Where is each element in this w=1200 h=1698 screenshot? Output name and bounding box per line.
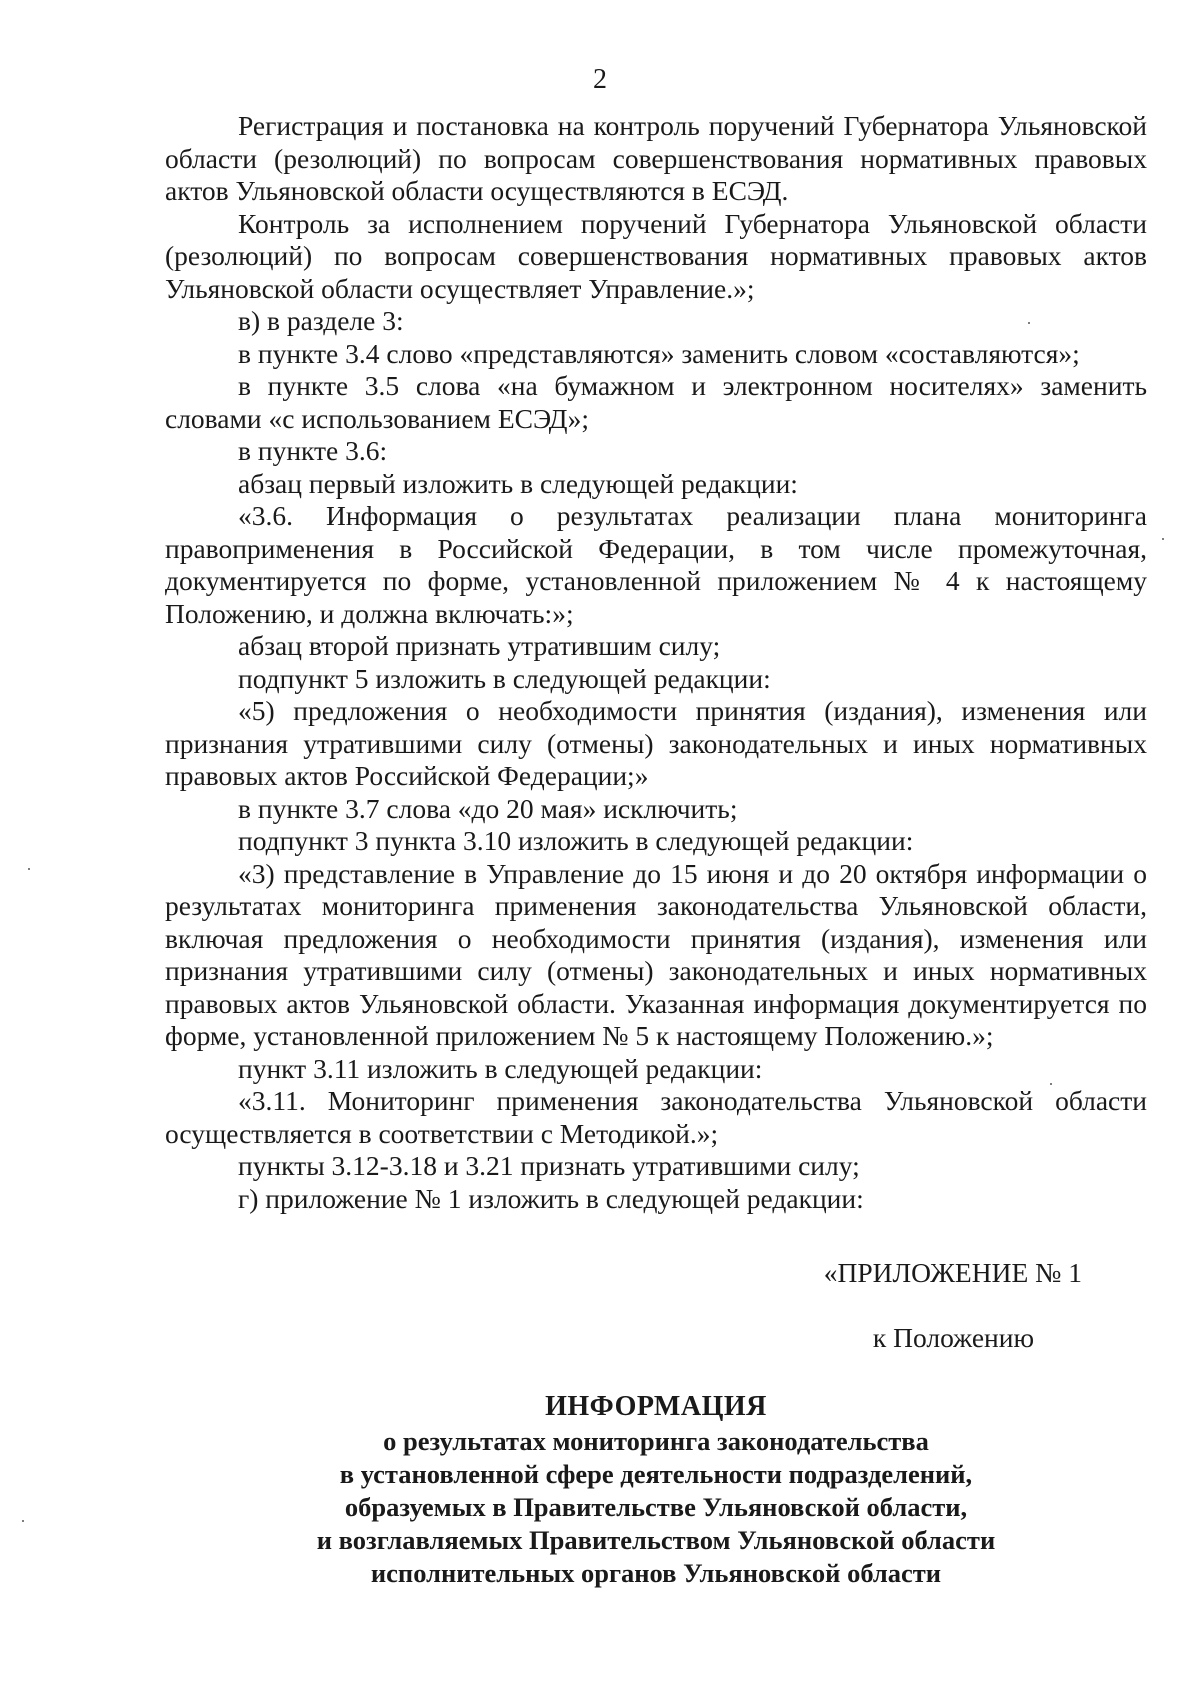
info-subtitle-line: в установленной сфере деятельности подразделений, <box>339 1459 973 1489</box>
paragraph: подпункт 3 пункта 3.10 изложить в следующей редакции: <box>238 825 914 856</box>
info-subtitle-line: образуемых в Правительстве Ульяновской области, <box>344 1492 968 1522</box>
info-subtitle-line: и возглавляемых Правительством Ульяновской области <box>316 1525 996 1555</box>
paragraph: «3) представление в Управление до 15 июня и до 20 октября информации о результатах мониторинга применения законодательства Ульяновской области, включая предложения о необходимости принятия (издания), изменения или признания утратившими силу (отмены) законодательных и иных нормативных правовых актов Ульяновской области. Указанная информация документируется по форме, установленной приложением № 5 к настоящему Положению.»; <box>165 857 1147 1051</box>
paragraph: Контроль за исполнением поручений Губернатора Ульяновской области (резолюций) по вопросам совершенствования нормативных правовых актов Ульяновской области осуществляет Управление.»; <box>165 207 1147 304</box>
appendix-title: «ПРИЛОЖЕНИЕ № 1 <box>823 1257 1082 1288</box>
paragraph: подпункт 5 изложить в следующей редакции: <box>238 662 771 694</box>
appendix-subtitle: к Положению <box>872 1322 1034 1353</box>
scan-speck <box>22 1520 24 1522</box>
paragraph: пункт 3.11 изложить в следующей редакции: <box>238 1052 763 1084</box>
scan-speck <box>28 868 30 870</box>
paragraph: абзац второй признать утратившим силу; <box>238 630 721 661</box>
paragraph: «3.6. Информация о результатах реализации плана мониторинга правоприменения в Российской Федерации, в том числе промежуточная, документируется по форме, установленной приложением № 4 к настоящему Положению, и должна включать:»; <box>165 500 1147 629</box>
paragraph: «3.11. Мониторинг применения законодательства Ульяновской области осуществляется в соответствии с Методикой.»; <box>165 1085 1147 1149</box>
paragraph: Регистрация и постановка на контроль поручений Губернатора Ульяновской области (резолюций) по вопросам совершенствования нормативных правовых актов Ульяновской области осуществляются в ЕСЭД. <box>165 110 1147 206</box>
document-body <box>165 110 1147 1215</box>
paragraph: в) в разделе 3: <box>238 305 404 336</box>
scan-speck <box>1162 538 1164 540</box>
paragraph: в пункте 3.4 слово «представляются» заменить словом «составляются»; <box>238 337 1080 369</box>
page-number: 2 <box>593 64 607 95</box>
paragraph: г) приложение № 1 изложить в следующей редакции: <box>238 1182 864 1214</box>
info-subtitle-line: о результатах мониторинга законодательства <box>383 1426 929 1456</box>
paragraph: абзац первый изложить в следующей редакции: <box>238 467 798 499</box>
paragraph: в пункте 3.6: <box>238 435 388 466</box>
paragraph: в пункте 3.5 слова «на бумажном и электронном носителях» заменить словами «с использованием ЕСЭД»; <box>165 370 1147 434</box>
scan-speck <box>1050 1083 1052 1085</box>
paragraph: «5) предложения о необходимости принятия (издания), изменения или признания утратившими силу (отмены) законодательных и иных нормативных правовых актов Российской Федерации;» <box>165 695 1147 791</box>
scan-speck <box>1028 322 1030 324</box>
info-heading: ИНФОРМАЦИЯ <box>545 1391 767 1422</box>
info-subtitle-line: исполнительных органов Ульяновской области <box>370 1558 942 1588</box>
info-title-block <box>165 1390 1147 1590</box>
paragraph: в пункте 3.7 слова «до 20 мая» исключить; <box>238 792 738 824</box>
paragraph: пункты 3.12-3.18 и 3.21 признать утратившими силу; <box>238 1150 860 1181</box>
